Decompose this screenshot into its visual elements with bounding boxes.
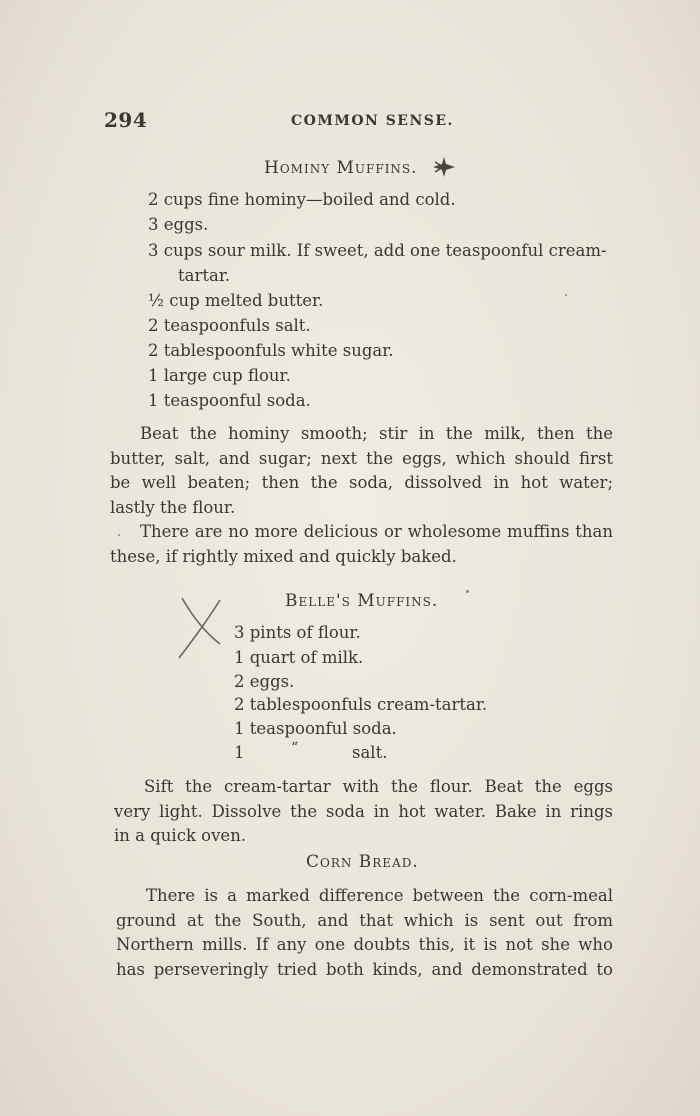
corn-bread-text (116, 884, 613, 982)
hominy-ingredient: 3 cups sour milk. If sweet, add one teaspoonful cream- (148, 241, 607, 260)
belle-ingredient-qty: 1 (234, 743, 245, 762)
hominy-muffins-title-text: Hominy Muffins. (264, 158, 418, 178)
maltese-cross-mark-icon (432, 156, 456, 178)
text-line: has perseveringly tried both kinds, and demonstrated to (116, 959, 613, 979)
text-line: There are no more delicious or wholesome muffins than (140, 522, 613, 541)
belle-ingredient: 2 tablespoonfuls cream-tartar. (234, 695, 488, 714)
belle-ingredient: 1 teaspoonful soda. (234, 719, 397, 738)
hominy-ingredient: 2 teaspoonfuls salt. (148, 316, 311, 335)
hominy-ingredient: ½ cup melted butter. (148, 291, 324, 310)
corn-bread-title-text: Corn Bread. (306, 852, 419, 872)
ditto-mark: “ (291, 740, 299, 756)
text-line: There is a marked difference between the corn-meal (146, 886, 613, 905)
handwritten-x-mark-icon (176, 596, 224, 660)
belles-muffins-title (285, 591, 438, 611)
page-number: 294 (104, 108, 148, 132)
belle-ingredient-item: salt. (352, 743, 388, 762)
text-line: Northern mills. If any one doubts this, it is not she who (116, 935, 613, 954)
hominy-note (110, 520, 613, 569)
text-line: in a quick oven. (114, 826, 247, 845)
belle-instructions (114, 775, 613, 849)
hominy-ingredient: 2 tablespoonfuls white sugar. (148, 341, 394, 360)
text-line: be well beaten; then the soda, dissolved in hot water; (110, 473, 613, 492)
text-line: Beat the hominy smooth; stir in the milk, then the (140, 424, 613, 443)
hominy-instructions (110, 422, 613, 520)
hominy-ingredient: 2 cups fine hominy—boiled and cold. (148, 190, 456, 209)
text-line: butter, salt, and sugar; next the eggs, which should first (110, 448, 613, 468)
text-line: lastly the flour. (110, 497, 236, 517)
hominy-ingredient: 3 eggs. (148, 215, 209, 234)
belle-ingredient: 3 pints of flour. (234, 623, 361, 642)
belle-ingredient: 2 eggs. (234, 672, 295, 691)
corn-bread-title (306, 852, 419, 872)
text-line: these, if rightly mixed and quickly baked. (110, 546, 457, 566)
hominy-ingredient: 1 teaspoonful soda. (148, 391, 311, 410)
hominy-muffins-title (264, 158, 418, 178)
text-line: Sift the cream-tartar with the flour. Beat the eggs (144, 777, 613, 796)
belles-muffins-title-text: Belle's Muffins. (285, 591, 439, 611)
paper-speck (118, 534, 120, 536)
paper-speck (466, 590, 469, 593)
text-line: very light. Dissolve the soda in hot water. Bake in rings (114, 801, 613, 821)
hominy-ingredient: tartar. (178, 266, 231, 285)
running-head: COMMON SENSE. (291, 113, 454, 129)
text-line: ground at the South, and that which is sent out from (116, 910, 613, 930)
hominy-ingredient: 1 large cup flour. (148, 366, 291, 385)
belle-ingredient: 1 quart of milk. (234, 648, 364, 667)
paper-speck (565, 294, 567, 296)
